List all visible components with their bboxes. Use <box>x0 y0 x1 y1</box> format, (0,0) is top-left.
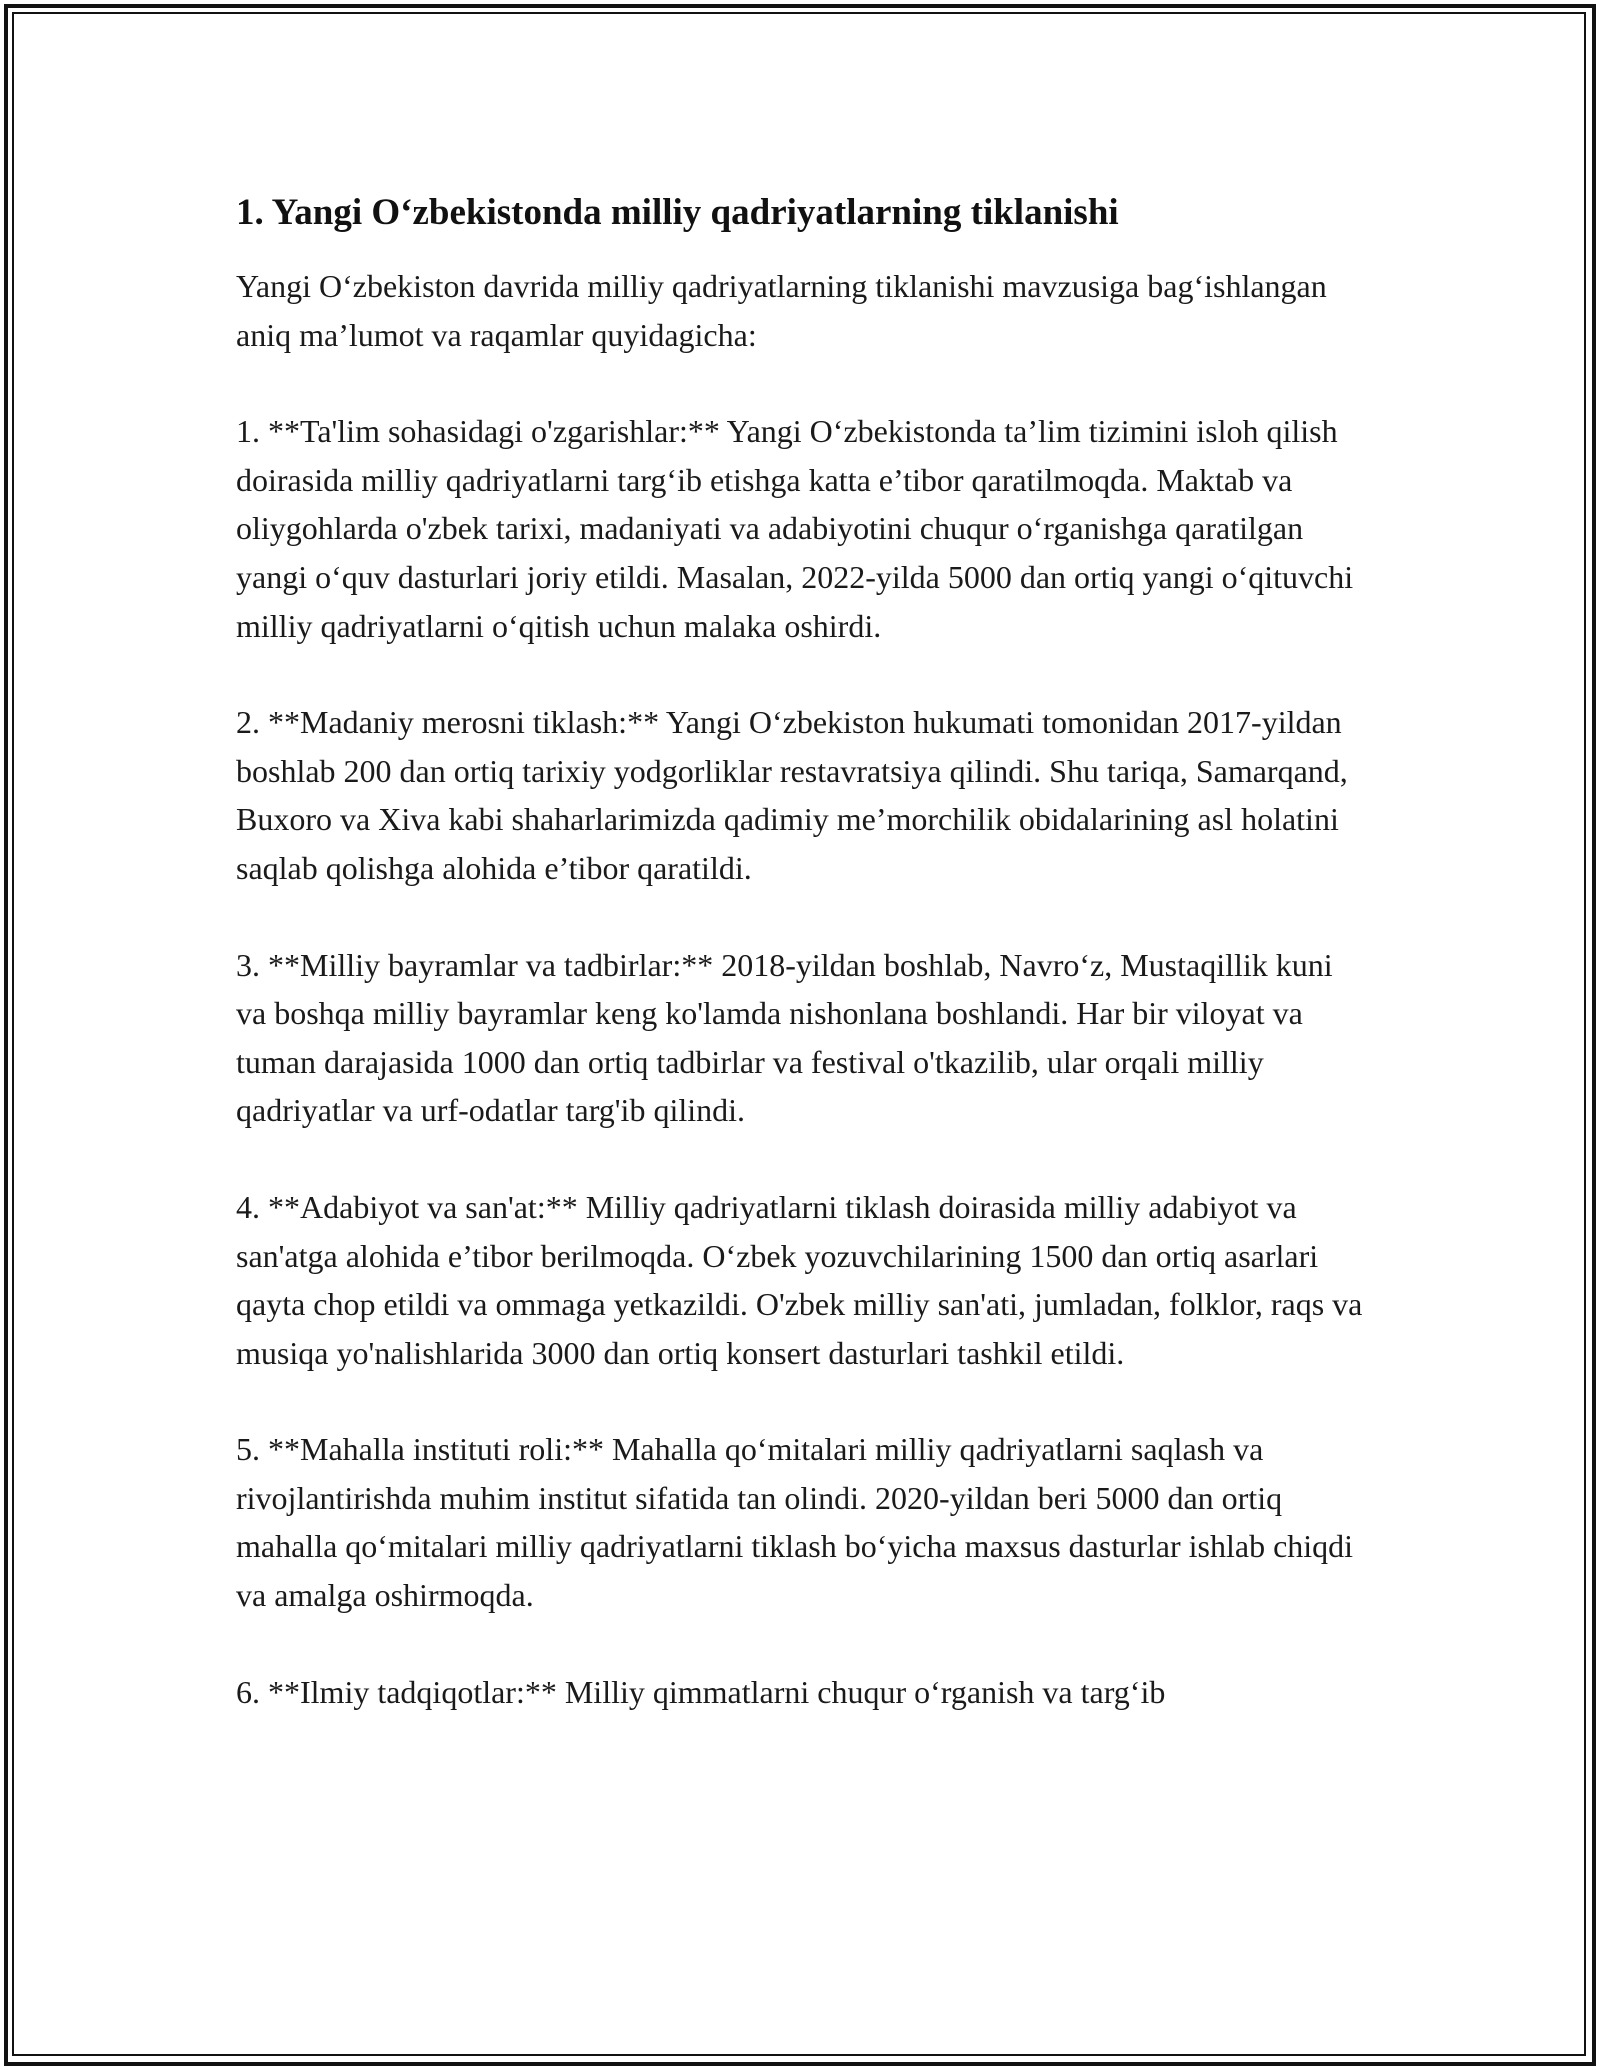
document-title: 1. Yangi O‘zbekistonda milliy qadriyatlarning tiklanishi <box>236 192 1119 233</box>
list-item-national-holidays: 3. **Milliy bayramlar va tadbirlar:** 2018-yildan boshlab, Navro‘z, Mustaqillik kuni va boshqa milliy bayramlar keng ko'lamda nishonlana boshlandi. Har bir viloyat va tuman darajasida 1000 dan ortiq tadbirlar va festival o'tkazilib, ular orqali milliy qadriyatlar va urf-odatlar targ'ib qilindi. <box>236 946 1333 1129</box>
list-item-mahalla: 5. **Mahalla instituti roli:** Mahalla qo‘mitalari milliy qadriyatlarni saqlash va rivojlantirishda muhim institut sifatida tan olindi. 2020-yildan beri 5000 dan ortiq mahalla qo‘mitalari milliy qadriyatlarni tiklash bo‘yicha maxsus dasturlar ishlab chiqdi va amalga oshirmoqda. <box>236 1431 1354 1614</box>
list-item-literature-art: 4. **Adabiyot va san'at:** Milliy qadriyatlarni tiklash doirasida milliy adabiyot va san'atga alohida e’tibor berilmoqda. O‘zbek yozuvchilarining 1500 dan ortiq asarlari qayta chop etildi va ommaga yetkazildi. O'zbek milliy san'ati, jumladan, folklor, raqs va musiqa yo'nalishlarida 3000 dan ortiq konsert dasturlari tashkil etildi. <box>236 1188 1363 1371</box>
list-item-education: 1. **Ta'lim sohasidagi o'zgarishlar:** Yangi O‘zbekistonda ta’lim tizimini isloh qilish doirasida milliy qadriyatlarni targ‘ib etishga katta e’tibor qaratilmoqda. Maktab va oliygohlarda o'zbek tarixi, madaniyati va adabiyotini chuqur o‘rganishga qaratilgan yangi o‘quv dasturlari joriy etildi. Masalan, 2022-yilda 5000 dan ortiq yangi o‘qituvchi milliy qadriyatlarni o‘qitish uchun malaka oshirdi. <box>236 413 1354 644</box>
list-item-cultural-heritage: 2. **Madaniy merosni tiklash:** Yangi O‘zbekiston hukumati tomonidan 2017-yildan boshlab 200 dan ortiq tarixiy yodgorliklar restavratsiya qilindi. Shu tariqa, Samarqand, Buxoro va Xiva kabi shaharlarimizda qadimiy me’morchilik obidalarining asl holatini saqlab qolishga alohida e’tibor qaratildi. <box>236 704 1348 886</box>
intro-paragraph: Yangi O‘zbekiston davrida milliy qadriyatlarning tiklanishi mavzusiga bag‘ishlangan aniq ma’lumot va raqamlar quyidagicha: <box>236 268 1327 353</box>
document-body <box>236 188 1366 1764</box>
list-item-research: 6. **Ilmiy tadqiqotlar:** Milliy qimmatlarni chuqur o‘rganish va targ‘ib <box>236 1673 1166 1710</box>
